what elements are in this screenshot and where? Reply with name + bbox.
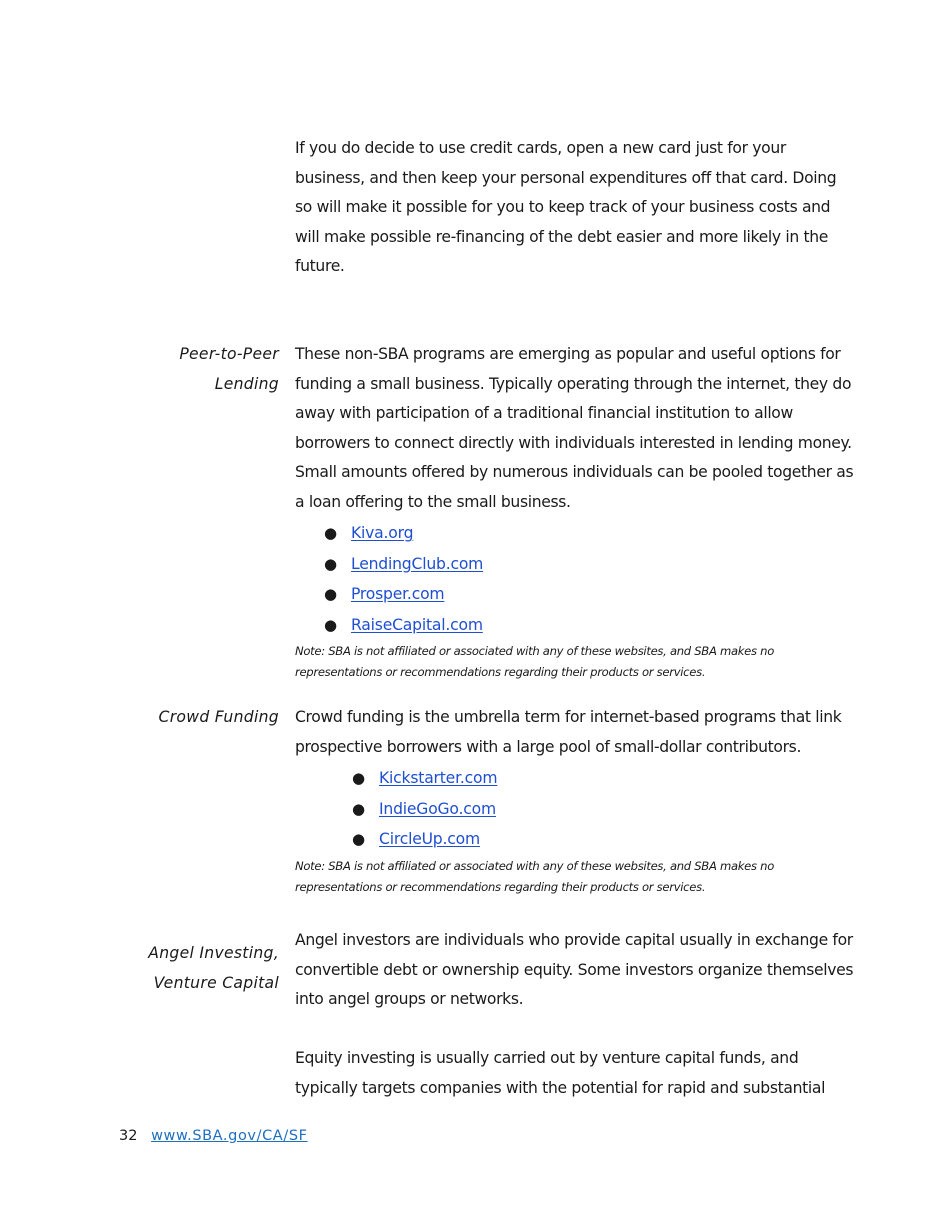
kickstarter-link[interactable]: Kickstarter.com [379,769,498,787]
list-item [352,824,497,855]
list-item [324,579,483,610]
peer-to-peer-link-list [324,518,484,641]
list-item [352,763,498,794]
credit-cards-paragraph: If you do decide to use credit cards, open a new card just for your business, and then keep your personal expenditures off that card. Doing so will make it possible for you to keep track of your business costs and will make possible re-financing of the debt easier and more likely in the future. [295,139,837,275]
list-item [324,610,483,641]
indiegogo-link[interactable]: IndieGoGo.com [379,799,496,818]
equity-investing-paragraph: Equity investing is usually carried out by venture capital funds, and typically targets companies with the potential for rapid and substantial [295,1049,826,1097]
peer-to-peer-paragraph: These non-SBA programs are emerging as popular and useful options for funding a small business. Typically operating through the internet, they do away with participation of a traditional financial institution to allow borrowers to connect directly with individuals interested in lending money. Small amounts offered by numerous individuals can be pooled together as a loan offering to the small business. [295,345,854,511]
page-footer [119,1126,308,1146]
raisecapital-link[interactable]: RaiseCapital.com [351,616,483,635]
bullet-icon: ● [324,554,337,573]
note-line: representations or recommendations regarding their products or services. [295,880,706,894]
heading-line: Crowd Funding [158,708,279,726]
circleup-link[interactable]: CircleUp.com [379,830,480,849]
lendingclub-link[interactable]: LendingClub.com [351,554,484,573]
bullet-icon: ● [324,585,337,604]
bullet-icon: ● [352,769,365,787]
bullet-icon: ● [324,524,337,542]
peer-to-peer-disclaimer-note [295,641,815,683]
angel-investing-paragraph: Angel investors are individuals who provide capital usually in exchange for convertible debt or ownership equity. Some investors organize themselves into angel groups or networks. [295,931,854,1008]
prosper-link[interactable]: Prosper.com [351,585,445,604]
bullet-icon: ● [324,616,337,635]
crowd-funding-disclaimer-note [295,856,815,898]
heading-line: Peer-to-Peer [179,345,279,363]
list-item [324,549,484,580]
peer-to-peer-lending-heading [109,340,279,399]
heading-line: Lending [214,374,279,393]
heading-line: Angel Investing, [148,944,279,962]
bullet-icon: ● [352,799,365,818]
crowd-funding-heading [109,703,279,733]
footer-url-link[interactable]: www.SBA.gov/CA/SF [151,1128,308,1144]
note-line: Note: SBA is not affiliated or associated with any of these websites, and SBA makes no [295,859,774,873]
bullet-icon: ● [352,830,365,849]
crowd-funding-paragraph: Crowd funding is the umbrella term for internet-based programs that link prospective borrowers with a large pool of small-dollar contributors. [295,708,842,756]
note-line: Note: SBA is not affiliated or associated with any of these websites, and SBA makes no [295,644,774,658]
list-item [324,518,483,549]
heading-line: Venture Capital [153,973,279,992]
note-line: representations or recommendations regarding their products or services. [295,665,706,679]
kiva-link[interactable]: Kiva.org [351,524,414,542]
angel-investing-heading [109,939,279,998]
page-number: 32 [119,1128,138,1144]
list-item [352,794,497,825]
crowd-funding-link-list [352,763,498,855]
